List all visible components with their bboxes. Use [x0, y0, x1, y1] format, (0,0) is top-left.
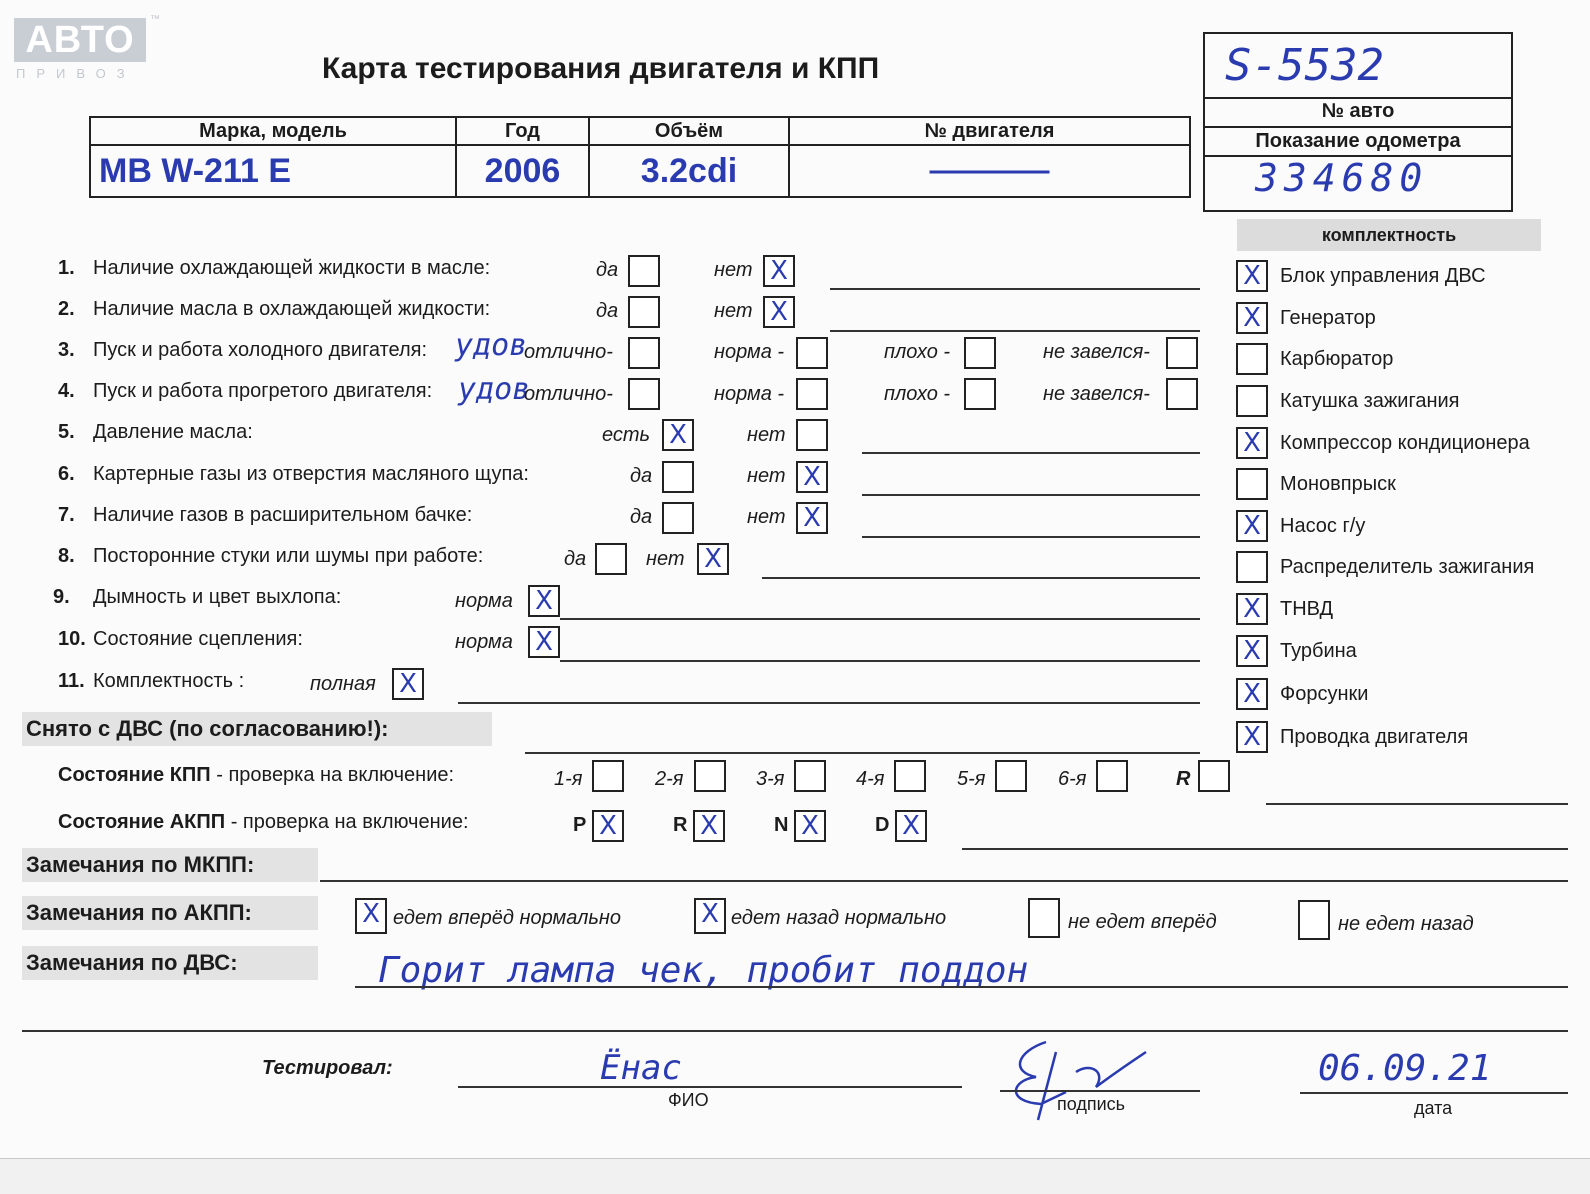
check-mark-icon: X	[701, 899, 719, 929]
kompl-label-0: Блок управления ДВС	[1280, 265, 1486, 287]
kompl-label-8: ТНВД	[1280, 598, 1334, 620]
check-mark-icon: X	[1243, 679, 1261, 709]
kompl-checkbox-5[interactable]	[1236, 468, 1268, 500]
q4-nostart-checkbox[interactable]	[1166, 378, 1198, 410]
odometer-box	[1203, 32, 1513, 212]
q4-normal-checkbox[interactable]	[796, 378, 828, 410]
gear-6-label: 6-я	[1058, 768, 1087, 790]
q8-no-label: нет	[646, 548, 685, 570]
tester-name-line	[458, 1086, 962, 1088]
volume-value[interactable]: 3.2cdi	[589, 145, 789, 197]
odometer-value[interactable]: 334680	[1255, 156, 1429, 200]
q1-yes-label: да	[596, 259, 619, 281]
akpp-reverse-ok-checkbox[interactable]	[694, 898, 726, 934]
q6-note-line	[862, 494, 1200, 496]
q6-yes-checkbox[interactable]	[662, 461, 694, 493]
q2-yes-checkbox[interactable]	[628, 296, 660, 328]
gear-5-checkbox[interactable]	[995, 760, 1027, 792]
check-mark-icon: X	[669, 420, 687, 450]
q10-number: 10.	[58, 628, 86, 650]
kompl-label-1: Генератор	[1280, 307, 1376, 329]
q3-bad-label: плохо -	[884, 341, 951, 363]
q3-normal-label: норма -	[714, 341, 785, 363]
check-mark-icon: X	[801, 811, 819, 841]
automatic-gearbox-note-line	[962, 848, 1568, 850]
col-year-label: Год	[456, 117, 589, 145]
q7-yes-checkbox[interactable]	[662, 502, 694, 534]
q8-number: 8.	[58, 545, 75, 567]
check-mark-icon: X	[704, 544, 722, 574]
q9-normal-checkbox[interactable]	[528, 585, 560, 617]
q3-handwritten-note: удов	[455, 328, 528, 363]
kompl-checkbox-10[interactable]	[1236, 678, 1268, 710]
kompl-checkbox-8[interactable]	[1236, 593, 1268, 625]
q7-no-checkbox[interactable]	[796, 502, 828, 534]
check-mark-icon: X	[902, 811, 920, 841]
scan-bottom-edge	[0, 1158, 1590, 1194]
gear-d-checkbox[interactable]	[895, 810, 927, 842]
gear-auto-r-checkbox[interactable]	[693, 810, 725, 842]
odometer-label: Показание одометра	[1255, 130, 1461, 152]
q5-present-checkbox[interactable]	[662, 419, 694, 451]
akpp-forward-ok-label: едет вперёд нормально	[393, 907, 622, 929]
gear-1-label: 1-я	[554, 768, 583, 790]
q6-no-label: нет	[747, 465, 786, 487]
q11-note-line	[458, 702, 1200, 704]
q10-text: Состояние сцепления:	[93, 628, 303, 650]
year-value[interactable]: 2006	[456, 145, 589, 197]
kompl-label-3: Катушка зажигания	[1280, 390, 1460, 412]
q8-no-checkbox[interactable]	[697, 543, 729, 575]
kompl-label-11: Проводка двигателя	[1280, 726, 1469, 748]
q4-nostart-label: не завелся-	[1043, 383, 1150, 405]
kompl-label-10: Форсунки	[1280, 683, 1369, 705]
automatic-gearbox-label-bold: Состояние АКПП	[58, 811, 226, 833]
check-mark-icon: X	[803, 503, 821, 533]
akpp-forward-ok-checkbox[interactable]	[355, 898, 387, 934]
akpp-no-forward-label: не едет вперёд	[1068, 911, 1217, 933]
q9-number: 9.	[53, 586, 70, 608]
kompl-checkbox-0[interactable]	[1236, 260, 1268, 292]
manual-gearbox-remarks-label: Замечания по МКПП:	[22, 848, 318, 882]
q5-note-line	[862, 452, 1200, 454]
akpp-no-forward-checkbox[interactable]	[1028, 898, 1060, 938]
kompl-checkbox-9[interactable]	[1236, 635, 1268, 667]
check-mark-icon: X	[700, 811, 718, 841]
q4-bad-label: плохо -	[884, 383, 951, 405]
engine-remarks-line-2	[22, 1030, 1568, 1032]
page-title: Карта тестирования двигателя и КПП	[322, 52, 880, 85]
manual-gearbox-label	[58, 764, 454, 787]
check-mark-icon: X	[1243, 722, 1261, 752]
signature-caption: подпись	[1057, 1094, 1126, 1114]
q8-text: Посторонние стуки или шумы при работе:	[93, 545, 484, 567]
kompl-label-6: Насос г/у	[1280, 515, 1366, 537]
q1-no-label: нет	[714, 259, 753, 281]
q6-yes-label: да	[630, 465, 653, 487]
check-mark-icon: X	[1243, 428, 1261, 458]
gear-5-label: 5-я	[957, 768, 986, 790]
gear-p-label: P	[573, 814, 587, 836]
q2-text: Наличие масла в охлаждающей жидкости:	[93, 298, 491, 320]
q11-number: 11.	[58, 670, 85, 692]
gear-2-label: 2-я	[655, 768, 684, 790]
check-mark-icon: X	[599, 811, 617, 841]
check-mark-icon: X	[535, 627, 553, 657]
gear-3-label: 3-я	[756, 768, 785, 790]
engine-remarks-value[interactable]: Горит лампа чек, пробит поддон	[378, 950, 1029, 991]
engine-no-value[interactable]: ————	[789, 145, 1190, 197]
q11-full-checkbox[interactable]	[392, 668, 424, 700]
q11-full-label: полная	[310, 673, 376, 695]
gear-n-checkbox[interactable]	[794, 810, 826, 842]
q7-text: Наличие газов в расширительном бачке:	[93, 504, 473, 526]
tested-by-label: Тестировал:	[262, 1057, 393, 1079]
engine-remarks-label: Замечания по ДВС:	[22, 946, 318, 980]
col-model-label: Марка, модель	[90, 117, 456, 145]
q9-normal-label: норма	[455, 590, 513, 612]
akpp-no-reverse-label: не едет назад	[1338, 913, 1474, 935]
q8-yes-label: да	[564, 548, 587, 570]
check-mark-icon: X	[399, 669, 417, 699]
q8-note-line	[762, 577, 1200, 579]
gear-auto-r-label: R	[673, 814, 688, 836]
manual-gearbox-note-line	[1266, 803, 1568, 805]
q3-bad-checkbox[interactable]	[964, 337, 996, 369]
kompl-checkbox-3[interactable]	[1236, 385, 1268, 417]
q5-number: 5.	[58, 421, 75, 443]
q6-no-checkbox[interactable]	[796, 461, 828, 493]
kompl-label-2: Карбюратор	[1280, 348, 1394, 370]
gear-d-label: D	[875, 814, 890, 836]
q6-number: 6.	[58, 463, 75, 485]
q4-bad-checkbox[interactable]	[964, 378, 996, 410]
car-number-label: № авто	[1321, 100, 1395, 122]
gear-4-checkbox[interactable]	[894, 760, 926, 792]
q5-absent-checkbox[interactable]	[796, 419, 828, 451]
q3-number: 3.	[58, 339, 75, 361]
col-engine-no-label: № двигателя	[789, 117, 1190, 145]
engine-remarks-line	[355, 986, 1568, 988]
completeness-title: комплектность	[1237, 219, 1541, 251]
kompl-checkbox-6[interactable]	[1236, 510, 1268, 542]
date-caption: дата	[1414, 1098, 1453, 1118]
manual-gearbox-label-bold: Состояние КПП	[58, 764, 211, 786]
automatic-gearbox-label-rest: - проверка на включение:	[225, 811, 469, 833]
check-mark-icon: X	[1243, 636, 1261, 666]
kompl-checkbox-4[interactable]	[1236, 427, 1268, 459]
date-value[interactable]: 06.09.21	[1318, 1048, 1492, 1089]
q4-excellent-checkbox[interactable]	[628, 378, 660, 410]
q3-nostart-checkbox[interactable]	[1166, 337, 1198, 369]
q1-no-checkbox[interactable]	[763, 255, 795, 287]
check-mark-icon: X	[803, 462, 821, 492]
kompl-checkbox-11[interactable]	[1236, 721, 1268, 753]
gear-p-checkbox[interactable]	[592, 810, 624, 842]
q4-excellent-label: отлично-	[524, 383, 613, 405]
q5-text: Давление масла:	[93, 421, 253, 443]
kompl-checkbox-7[interactable]	[1236, 551, 1268, 583]
date-line	[1300, 1092, 1568, 1094]
q10-normal-label: норма	[455, 631, 513, 653]
trademark-sign: ™	[150, 14, 160, 25]
q11-text: Комплектность :	[93, 670, 245, 692]
q3-text: Пуск и работа холодного двигателя:	[93, 339, 428, 361]
q3-excellent-checkbox[interactable]	[628, 337, 660, 369]
q2-note-line	[830, 330, 1200, 332]
signature-line	[1000, 1090, 1200, 1092]
q9-text: Дымность и цвет выхлопа:	[93, 586, 342, 608]
q3-nostart-label: не завелся-	[1043, 341, 1150, 363]
q1-number: 1.	[58, 257, 75, 279]
removed-from-engine-label: Снято с ДВС (по согласованию!):	[22, 712, 492, 746]
check-mark-icon: X	[362, 899, 380, 929]
gear-r-label: R	[1176, 768, 1191, 790]
q4-handwritten-note: удов	[458, 372, 531, 407]
avto-privoz-logo: АВТО	[14, 18, 146, 62]
fio-caption: ФИО	[668, 1090, 709, 1110]
tester-name-value[interactable]: Ёнас	[600, 1048, 682, 1088]
car-number-value[interactable]: S-5532	[1225, 40, 1384, 91]
q6-text: Картерные газы из отверстия масляного щупа:	[93, 463, 529, 485]
gear-r-checkbox[interactable]	[1198, 760, 1230, 792]
q7-no-label: нет	[747, 506, 786, 528]
q2-number: 2.	[58, 298, 75, 320]
q4-normal-label: норма -	[714, 383, 785, 405]
manual-gearbox-label-rest: - проверка на включение:	[210, 764, 455, 786]
q4-text: Пуск и работа прогретого двигателя:	[93, 380, 433, 402]
manual-gearbox-remarks-line	[320, 880, 1568, 882]
q8-yes-checkbox[interactable]	[595, 543, 627, 575]
q10-note-line	[560, 660, 1200, 662]
q3-normal-checkbox[interactable]	[796, 337, 828, 369]
check-mark-icon: X	[1243, 303, 1261, 333]
kompl-label-7: Распределитель зажигания	[1280, 556, 1535, 578]
col-volume-label: Объём	[589, 117, 789, 145]
gear-3-checkbox[interactable]	[794, 760, 826, 792]
check-mark-icon: X	[770, 256, 788, 286]
gear-6-checkbox[interactable]	[1096, 760, 1128, 792]
check-mark-icon: X	[1243, 261, 1261, 291]
check-mark-icon: X	[1243, 594, 1261, 624]
q4-number: 4.	[58, 380, 75, 402]
logo-subtitle: ПРИВОЗ	[16, 66, 136, 81]
automatic-gearbox-label	[58, 811, 469, 834]
check-mark-icon: X	[535, 586, 553, 616]
q5-present-label: есть	[602, 424, 651, 446]
removed-note-line	[525, 752, 1200, 754]
q1-text: Наличие охлаждающей жидкости в масле:	[93, 257, 491, 279]
kompl-checkbox-1[interactable]	[1236, 302, 1268, 334]
gear-4-label: 4-я	[856, 768, 885, 790]
gear-1-checkbox[interactable]	[592, 760, 624, 792]
q5-absent-label: нет	[747, 424, 786, 446]
q2-yes-label: да	[596, 300, 619, 322]
check-mark-icon: X	[1243, 511, 1261, 541]
q9-note-line	[560, 618, 1200, 620]
akpp-reverse-ok-label: едет назад нормально	[731, 907, 947, 929]
kompl-label-5: Моновпрыск	[1280, 473, 1396, 495]
vehicle-header-table	[89, 116, 1191, 198]
kompl-label-4: Компрессор кондиционера	[1280, 432, 1530, 454]
gear-n-label: N	[774, 814, 789, 836]
q2-no-checkbox[interactable]	[763, 296, 795, 328]
q7-number: 7.	[58, 504, 75, 526]
q7-yes-label: да	[630, 506, 653, 528]
q1-yes-checkbox[interactable]	[628, 255, 660, 287]
q10-normal-checkbox[interactable]	[528, 626, 560, 658]
q1-note-line	[830, 288, 1200, 290]
gear-2-checkbox[interactable]	[694, 760, 726, 792]
automatic-gearbox-remarks-label: Замечания по АКПП:	[22, 896, 318, 930]
akpp-no-reverse-checkbox[interactable]	[1298, 900, 1330, 940]
model-value[interactable]: МВ W-211 E	[90, 145, 456, 197]
q7-note-line	[862, 536, 1200, 538]
kompl-label-9: Турбина	[1280, 640, 1357, 662]
q3-excellent-label: отлично-	[524, 341, 613, 363]
kompl-checkbox-2[interactable]	[1236, 343, 1268, 375]
check-mark-icon: X	[770, 297, 788, 327]
q2-no-label: нет	[714, 300, 753, 322]
